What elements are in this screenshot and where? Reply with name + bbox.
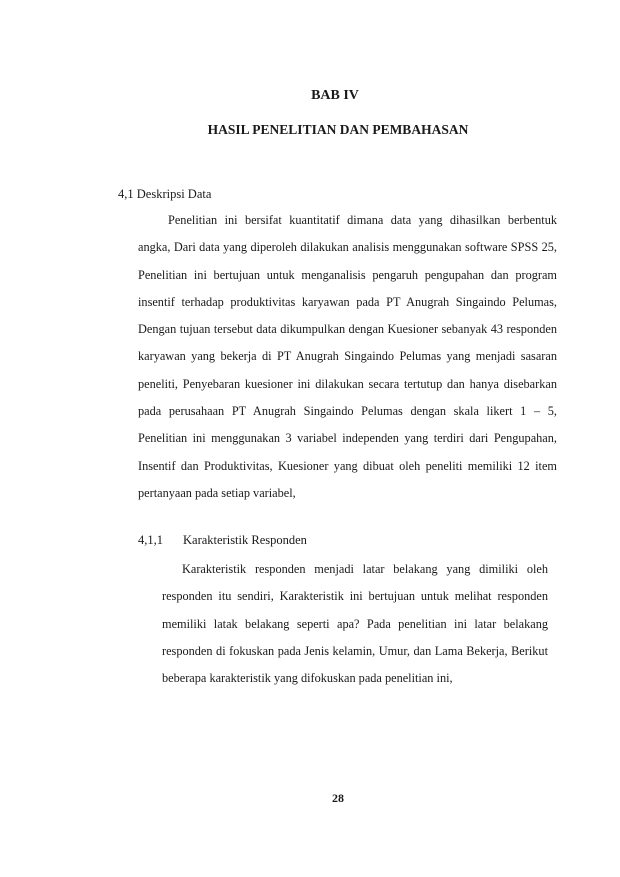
chapter-title: HASIL PENELITIAN DAN PEMBAHASAN xyxy=(207,122,469,137)
subsection-number: 4,1,1 xyxy=(138,533,163,547)
section-heading: 4,1 Deskripsi Data xyxy=(118,187,212,201)
chapter-label: BAB IV xyxy=(311,88,359,103)
subsection-paragraph: Karakteristik responden menjadi latar belakang yang dimiliki oleh responden itu sendiri, Karakteristik ini bertujuan untuk melihat responden memiliki latak belakang seperti apa? Pada penelitian ini latar belakang responden di fokuskan pada Jenis kelamin, Umur, dan Lama Bekerja, Berikut beberapa karakteristik yang difokuskan pada penelitian ini, xyxy=(162,562,548,686)
section-paragraph: Penelitian ini bersifat kuantitatif dimana data yang dihasilkan berbentuk angka, Dari data yang diperoleh dilakukan analisis menggunakan software SPSS 25, Penelitian ini bertujuan untuk menganalisis pengaruh pengupahan dan program insentif terhadap produktivitas karyawan pada PT Anugrah Singaindo Pelumas, Dengan tujuan tersebut data dikumpulkan dengan Kuesioner sebanyak 43 responden karyawan yang bekerja di PT Anugrah Singaindo Pelumas yang menjadi sasaran peneliti, Penyebaran kuesioner ini dilakukan secara tertutup dan hanya disebarkan pada perusahaan PT Anugrah Singaindo Pelumas dengan skala likert 1 – 5, Penelitian ini menggunakan 3 variabel independen yang terdiri dari Pengupahan, Insentif dan Produktivitas, Kuesioner yang dibuat oleh peneliti memiliki 12 item pertanyaan pada setiap variabel, xyxy=(138,213,557,500)
subsection-heading xyxy=(138,533,307,548)
page-number: 28 xyxy=(332,791,344,805)
subsection-title: Karakteristik Responden xyxy=(183,533,307,547)
